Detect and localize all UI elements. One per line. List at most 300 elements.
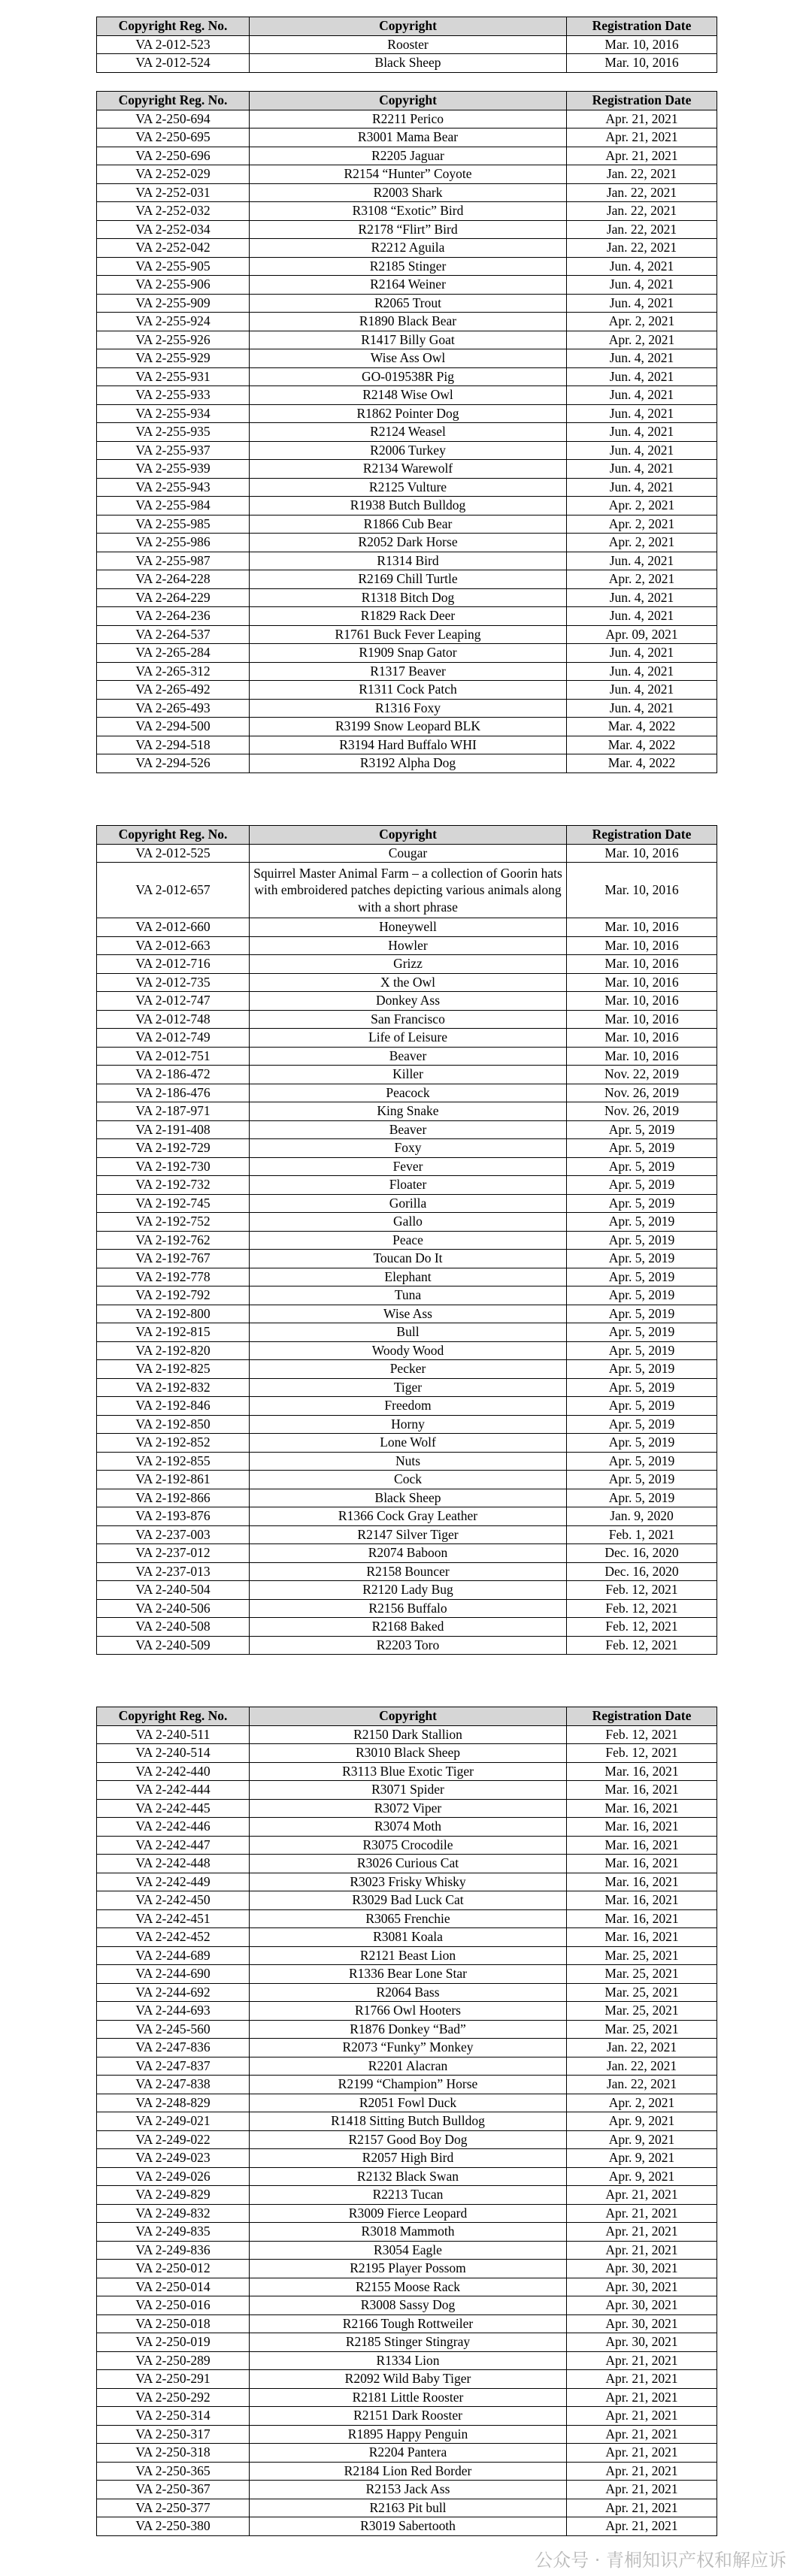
table-header-row <box>97 17 717 36</box>
copyright-cell: R1366 Cock Gray Leather <box>250 1507 567 1526</box>
date-cell: Jun. 4, 2021 <box>567 588 717 607</box>
header-copyright: Copyright <box>250 826 567 845</box>
date-cell: Mar. 25, 2021 <box>567 2002 717 2021</box>
table-row <box>97 1562 717 1581</box>
copyright-cell: R2201 Alacran <box>250 2057 567 2076</box>
table-row <box>97 2260 717 2278</box>
copyright-cell: R3001 Mama Bear <box>250 128 567 147</box>
reg-no-cell: VA 2-250-292 <box>97 2388 250 2407</box>
reg-no-cell: VA 2-264-537 <box>97 625 250 644</box>
date-cell: Apr. 21, 2021 <box>567 2481 717 2499</box>
date-cell: Feb. 12, 2021 <box>567 1599 717 1618</box>
reg-no-cell: VA 2-192-762 <box>97 1231 250 1250</box>
table-row <box>97 2517 717 2536</box>
table-row <box>97 1047 717 1066</box>
copyright-cell: R1829 Rack Deer <box>250 607 567 626</box>
reg-no-cell: VA 2-247-838 <box>97 2076 250 2094</box>
date-cell: Feb. 12, 2021 <box>567 1618 717 1637</box>
date-cell: Mar. 10, 2016 <box>567 54 717 73</box>
copyright-cell: R2148 Wise Owl <box>250 386 567 405</box>
table-row <box>97 1636 717 1655</box>
reg-no-cell: VA 2-255-909 <box>97 294 250 313</box>
reg-no-cell: VA 2-255-939 <box>97 460 250 479</box>
date-cell: Mar. 16, 2021 <box>567 1855 717 1873</box>
copyright-cell: Freedom <box>250 1397 567 1416</box>
copyright-cell: R2057 High Bird <box>250 2149 567 2168</box>
copyright-cell: R2064 Bass <box>250 1983 567 2002</box>
copyright-cell: R2199 “Champion” Horse <box>250 2076 567 2094</box>
table-row <box>97 349 717 368</box>
copyright-cell: Black Sheep <box>250 1489 567 1507</box>
table-row <box>97 2076 717 2094</box>
copyright-cell: R2073 “Funky” Monkey <box>250 2039 567 2057</box>
table-row <box>97 2020 717 2039</box>
table-row <box>97 1286 717 1305</box>
header-copyright: Copyright <box>250 92 567 110</box>
date-cell: Mar. 25, 2021 <box>567 2020 717 2039</box>
table-row <box>97 1725 717 1744</box>
date-cell: Jan. 22, 2021 <box>567 165 717 184</box>
reg-no-cell: VA 2-255-937 <box>97 441 250 460</box>
copyright-cell: R3008 Sassy Dog <box>250 2296 567 2315</box>
table-row <box>97 607 717 626</box>
copyright-cell: R2065 Trout <box>250 294 567 313</box>
reg-no-cell: VA 2-012-716 <box>97 955 250 974</box>
date-cell: Apr. 5, 2019 <box>567 1194 717 1213</box>
copyright-cell: R3072 Viper <box>250 1799 567 1818</box>
date-cell: Mar. 10, 2016 <box>567 973 717 992</box>
date-cell: Apr. 30, 2021 <box>567 2278 717 2296</box>
table-row <box>97 1341 717 1360</box>
copyright-cell: R2154 “Hunter” Coyote <box>250 165 567 184</box>
copyright-cell: Peacock <box>250 1084 567 1102</box>
table-row <box>97 552 717 570</box>
reg-no-cell: VA 2-255-926 <box>97 331 250 349</box>
table-row <box>97 1873 717 1891</box>
copyright-cell: Foxy <box>250 1139 567 1158</box>
reg-no-cell: VA 2-255-906 <box>97 276 250 295</box>
date-cell: Apr. 21, 2021 <box>567 2223 717 2242</box>
copyright-cell: R2166 Tough Rottweiler <box>250 2314 567 2333</box>
table-row <box>97 1250 717 1268</box>
table-row <box>97 2314 717 2333</box>
date-cell: Jan. 22, 2021 <box>567 183 717 202</box>
date-cell: Apr. 5, 2019 <box>567 1397 717 1416</box>
reg-no-cell: VA 2-012-657 <box>97 863 250 918</box>
reg-no-cell: VA 2-192-778 <box>97 1268 250 1286</box>
table-row <box>97 1415 717 1434</box>
copyright-cell: Elephant <box>250 1268 567 1286</box>
table-header-row <box>97 92 717 110</box>
registration-table <box>96 825 717 1655</box>
table-row <box>97 2167 717 2186</box>
date-cell: Apr. 2, 2021 <box>567 497 717 516</box>
table-row <box>97 1452 717 1471</box>
date-cell: Apr. 21, 2021 <box>567 110 717 128</box>
date-cell: Apr. 9, 2021 <box>567 2149 717 2168</box>
table-row <box>97 2112 717 2131</box>
copyright-cell: R3074 Moth <box>250 1818 567 1837</box>
copyright-cell: R3192 Alpha Dog <box>250 754 567 773</box>
date-cell: Apr. 5, 2019 <box>567 1286 717 1305</box>
reg-no-cell: VA 2-255-924 <box>97 313 250 331</box>
copyright-cell: R1766 Owl Hooters <box>250 2002 567 2021</box>
reg-no-cell: VA 2-265-312 <box>97 662 250 681</box>
date-cell: Apr. 5, 2019 <box>567 1452 717 1471</box>
copyright-cell: R1336 Bear Lone Star <box>250 1965 567 1984</box>
copyright-cell: R3019 Sabertooth <box>250 2517 567 2536</box>
reg-no-cell: VA 2-192-832 <box>97 1378 250 1397</box>
date-cell: Apr. 21, 2021 <box>567 2241 717 2260</box>
table-row <box>97 1891 717 1910</box>
reg-no-cell: VA 2-264-236 <box>97 607 250 626</box>
date-cell: Feb. 12, 2021 <box>567 1725 717 1744</box>
reg-no-cell: VA 2-252-042 <box>97 239 250 258</box>
date-cell: Apr. 2, 2021 <box>567 2094 717 2112</box>
date-cell: Apr. 9, 2021 <box>567 2167 717 2186</box>
table-row <box>97 1010 717 1029</box>
reg-no-cell: VA 2-240-509 <box>97 1636 250 1655</box>
date-cell: Apr. 30, 2021 <box>567 2333 717 2352</box>
reg-no-cell: VA 2-250-318 <box>97 2444 250 2463</box>
date-cell: Mar. 10, 2016 <box>567 1047 717 1066</box>
reg-no-cell: VA 2-240-504 <box>97 1581 250 1600</box>
table-row <box>97 844 717 863</box>
date-cell: Mar. 10, 2016 <box>567 955 717 974</box>
reg-no-cell: VA 2-186-472 <box>97 1066 250 1084</box>
reg-no-cell: VA 2-244-690 <box>97 1965 250 1984</box>
table-row <box>97 515 717 534</box>
table-row <box>97 2481 717 2499</box>
reg-no-cell: VA 2-255-934 <box>97 404 250 423</box>
date-cell: Apr. 5, 2019 <box>567 1360 717 1379</box>
date-cell: Jun. 4, 2021 <box>567 607 717 626</box>
reg-no-cell: VA 2-187-971 <box>97 1102 250 1121</box>
date-cell: Nov. 22, 2019 <box>567 1066 717 1084</box>
date-cell: Mar. 10, 2016 <box>567 844 717 863</box>
date-cell: Mar. 16, 2021 <box>567 1799 717 1818</box>
copyright-cell: R2006 Turkey <box>250 441 567 460</box>
table-row <box>97 1618 717 1637</box>
table-row <box>97 699 717 718</box>
reg-no-cell: VA 2-249-832 <box>97 2204 250 2223</box>
copyright-cell: R1311 Cock Patch <box>250 681 567 700</box>
copyright-cell: R2203 Toro <box>250 1636 567 1655</box>
copyright-cell: Black Sheep <box>250 54 567 73</box>
date-cell: Apr. 2, 2021 <box>567 331 717 349</box>
copyright-cell: Pecker <box>250 1360 567 1379</box>
copyright-cell: R3075 Crocodile <box>250 1836 567 1855</box>
date-cell: Apr. 30, 2021 <box>567 2260 717 2278</box>
copyright-cell: Honeywell <box>250 918 567 937</box>
table-row <box>97 1029 717 1048</box>
date-cell: Jun. 4, 2021 <box>567 386 717 405</box>
date-cell: Jun. 4, 2021 <box>567 552 717 570</box>
reg-no-cell: VA 2-250-314 <box>97 2407 250 2426</box>
copyright-cell: R2153 Jack Ass <box>250 2481 567 2499</box>
copyright-cell: R1417 Billy Goat <box>250 331 567 349</box>
reg-no-cell: VA 2-252-034 <box>97 220 250 239</box>
table-row <box>97 1102 717 1121</box>
table-row <box>97 367 717 386</box>
header-copyright: Copyright <box>250 1707 567 1726</box>
date-cell: Mar. 10, 2016 <box>567 1010 717 1029</box>
reg-no-cell: VA 2-264-228 <box>97 570 250 589</box>
reg-no-cell: VA 2-250-291 <box>97 2370 250 2389</box>
reg-no-cell: VA 2-250-365 <box>97 2462 250 2481</box>
reg-no-cell: VA 2-250-695 <box>97 128 250 147</box>
table-row <box>97 276 717 295</box>
reg-no-cell: VA 2-249-023 <box>97 2149 250 2168</box>
copyright-cell: Cock <box>250 1471 567 1489</box>
copyright-cell: Rooster <box>250 35 567 54</box>
table-row <box>97 1599 717 1618</box>
copyright-cell: R2178 “Flirt” Bird <box>250 220 567 239</box>
copyright-cell: R2205 Jaguar <box>250 147 567 165</box>
reg-no-cell: VA 2-237-012 <box>97 1544 250 1563</box>
reg-no-cell: VA 2-242-440 <box>97 1762 250 1781</box>
table-row <box>97 1946 717 1965</box>
reg-no-cell: VA 2-192-820 <box>97 1341 250 1360</box>
reg-no-cell: VA 2-012-748 <box>97 1010 250 1029</box>
date-cell: Mar. 10, 2016 <box>567 936 717 955</box>
reg-no-cell: VA 2-255-905 <box>97 257 250 276</box>
date-cell: Jun. 4, 2021 <box>567 404 717 423</box>
table-row <box>97 2094 717 2112</box>
copyright-cell: R2158 Bouncer <box>250 1562 567 1581</box>
table-row <box>97 35 717 54</box>
table-row <box>97 1268 717 1286</box>
date-cell: Mar. 16, 2021 <box>567 1928 717 1947</box>
date-cell: Jun. 4, 2021 <box>567 367 717 386</box>
copyright-cell: R2074 Baboon <box>250 1544 567 1563</box>
reg-no-cell: VA 2-192-730 <box>97 1157 250 1176</box>
copyright-cell: R3194 Hard Buffalo WHI <box>250 736 567 754</box>
copyright-cell: R3108 “Exotic” Bird <box>250 202 567 221</box>
table-row <box>97 1744 717 1763</box>
table-header-row <box>97 826 717 845</box>
date-cell: Apr. 5, 2019 <box>567 1434 717 1453</box>
copyright-cell: R2134 Warewolf <box>250 460 567 479</box>
header-reg-no: Copyright Reg. No. <box>97 92 250 110</box>
reg-no-cell: VA 2-191-408 <box>97 1120 250 1139</box>
copyright-cell: R2156 Buffalo <box>250 1599 567 1618</box>
reg-no-cell: VA 2-255-935 <box>97 423 250 442</box>
reg-no-cell: VA 2-250-019 <box>97 2333 250 2352</box>
reg-no-cell: VA 2-244-689 <box>97 1946 250 1965</box>
copyright-cell: Gorilla <box>250 1194 567 1213</box>
header-reg-no: Copyright Reg. No. <box>97 826 250 845</box>
date-cell: Nov. 26, 2019 <box>567 1084 717 1102</box>
reg-no-cell: VA 2-192-815 <box>97 1323 250 1342</box>
table-row <box>97 1120 717 1139</box>
date-cell: Apr. 21, 2021 <box>567 2517 717 2536</box>
date-cell: Nov. 26, 2019 <box>567 1102 717 1121</box>
date-cell: Apr. 5, 2019 <box>567 1378 717 1397</box>
table-row <box>97 625 717 644</box>
table-row <box>97 1855 717 1873</box>
reg-no-cell: VA 2-249-022 <box>97 2130 250 2149</box>
table-row <box>97 2241 717 2260</box>
table-row <box>97 2407 717 2426</box>
copyright-cell: R1316 Foxy <box>250 699 567 718</box>
copyright-cell: R1418 Sitting Butch Bulldog <box>250 2112 567 2131</box>
date-cell: Mar. 16, 2021 <box>567 1909 717 1928</box>
date-cell: Apr. 21, 2021 <box>567 2186 717 2205</box>
table-row <box>97 2370 717 2389</box>
table-row <box>97 1176 717 1195</box>
date-cell: Jun. 4, 2021 <box>567 662 717 681</box>
registration-table <box>96 17 717 73</box>
reg-no-cell: VA 2-192-852 <box>97 1434 250 1453</box>
header-registration-date: Registration Date <box>567 92 717 110</box>
copyright-cell: Killer <box>250 1066 567 1084</box>
date-cell: Feb. 12, 2021 <box>567 1581 717 1600</box>
copyright-cell: Toucan Do It <box>250 1250 567 1268</box>
copyright-cell: R1317 Beaver <box>250 662 567 681</box>
date-cell: Mar. 10, 2016 <box>567 35 717 54</box>
reg-no-cell: VA 2-012-525 <box>97 844 250 863</box>
copyright-cell: R2164 Weiner <box>250 276 567 295</box>
reg-no-cell: VA 2-237-013 <box>97 1562 250 1581</box>
copyright-cell: GO-019538R Pig <box>250 367 567 386</box>
date-cell: Mar. 4, 2022 <box>567 736 717 754</box>
reg-no-cell: VA 2-250-014 <box>97 2278 250 2296</box>
copyright-cell: R3018 Mammoth <box>250 2223 567 2242</box>
reg-no-cell: VA 2-248-829 <box>97 2094 250 2112</box>
reg-no-cell: VA 2-255-985 <box>97 515 250 534</box>
table-row <box>97 2002 717 2021</box>
table-row <box>97 588 717 607</box>
table-row <box>97 239 717 258</box>
table-row <box>97 2278 717 2296</box>
copyright-cell: R3065 Frenchie <box>250 1909 567 1928</box>
date-cell: Apr. 21, 2021 <box>567 2407 717 2426</box>
date-cell: Mar. 16, 2021 <box>567 1781 717 1800</box>
date-cell: Mar. 16, 2021 <box>567 1891 717 1910</box>
copyright-cell: R2121 Beast Lion <box>250 1946 567 1965</box>
copyright-cell: Peace <box>250 1231 567 1250</box>
date-cell: Apr. 5, 2019 <box>567 1471 717 1489</box>
date-cell: Mar. 4, 2022 <box>567 718 717 736</box>
reg-no-cell: VA 2-250-317 <box>97 2425 250 2444</box>
reg-no-cell: VA 2-255-987 <box>97 552 250 570</box>
copyright-cell: R2213 Tucan <box>250 2186 567 2205</box>
table-row <box>97 2186 717 2205</box>
copyright-cell: R2120 Lady Bug <box>250 1581 567 1600</box>
date-cell: Jun. 4, 2021 <box>567 423 717 442</box>
reg-no-cell: VA 2-012-747 <box>97 992 250 1011</box>
copyright-cell: R2211 Perico <box>250 110 567 128</box>
reg-no-cell: VA 2-242-446 <box>97 1818 250 1837</box>
date-cell: Apr. 21, 2021 <box>567 2425 717 2444</box>
table-row <box>97 165 717 184</box>
reg-no-cell: VA 2-249-021 <box>97 2112 250 2131</box>
copyright-cell: R1895 Happy Penguin <box>250 2425 567 2444</box>
copyright-cell: R1909 Snap Gator <box>250 644 567 663</box>
table-row <box>97 2223 717 2242</box>
table-row <box>97 1489 717 1507</box>
table-row <box>97 534 717 552</box>
reg-no-cell: VA 2-240-514 <box>97 1744 250 1763</box>
copyright-cell: R1318 Bitch Dog <box>250 588 567 607</box>
copyright-cell: R2195 Player Possom <box>250 2260 567 2278</box>
reg-no-cell: VA 2-192-792 <box>97 1286 250 1305</box>
reg-no-cell: VA 2-186-476 <box>97 1084 250 1102</box>
reg-no-cell: VA 2-242-445 <box>97 1799 250 1818</box>
table-row <box>97 1194 717 1213</box>
table-row <box>97 1231 717 1250</box>
table-row <box>97 1799 717 1818</box>
header-registration-date: Registration Date <box>567 826 717 845</box>
date-cell: Mar. 10, 2016 <box>567 863 717 918</box>
reg-no-cell: VA 2-250-016 <box>97 2296 250 2315</box>
copyright-cell: R3199 Snow Leopard BLK <box>250 718 567 736</box>
table-row <box>97 183 717 202</box>
copyright-cell: Wise Ass <box>250 1305 567 1323</box>
reg-no-cell: VA 2-255-931 <box>97 367 250 386</box>
reg-no-cell: VA 2-250-377 <box>97 2499 250 2517</box>
reg-no-cell: VA 2-012-663 <box>97 936 250 955</box>
date-cell: Jun. 4, 2021 <box>567 699 717 718</box>
table-row <box>97 1928 717 1947</box>
table-row <box>97 936 717 955</box>
reg-no-cell: VA 2-193-876 <box>97 1507 250 1526</box>
copyright-cell: R2185 Stinger <box>250 257 567 276</box>
table-row <box>97 2057 717 2076</box>
table-row <box>97 1434 717 1453</box>
table-row <box>97 202 717 221</box>
table-row <box>97 54 717 73</box>
date-cell: Apr. 21, 2021 <box>567 2462 717 2481</box>
reg-no-cell: VA 2-242-452 <box>97 1928 250 1947</box>
date-cell: Jan. 22, 2021 <box>567 2076 717 2094</box>
table-row <box>97 681 717 700</box>
reg-no-cell: VA 2-192-800 <box>97 1305 250 1323</box>
copyright-cell: R1890 Black Bear <box>250 313 567 331</box>
copyright-cell: R2132 Black Swan <box>250 2167 567 2186</box>
reg-no-cell: VA 2-294-526 <box>97 754 250 773</box>
copyright-cell: Grizz <box>250 955 567 974</box>
table-row <box>97 736 717 754</box>
date-cell: Apr. 2, 2021 <box>567 313 717 331</box>
date-cell: Jan. 22, 2021 <box>567 220 717 239</box>
table-row <box>97 1965 717 1984</box>
copyright-cell: R2155 Moose Rack <box>250 2278 567 2296</box>
reg-no-cell: VA 2-250-367 <box>97 2481 250 2499</box>
reg-no-cell: VA 2-249-836 <box>97 2241 250 2260</box>
date-cell: Apr. 5, 2019 <box>567 1305 717 1323</box>
date-cell: Jun. 4, 2021 <box>567 460 717 479</box>
date-cell: Mar. 10, 2016 <box>567 992 717 1011</box>
date-cell: Jun. 4, 2021 <box>567 478 717 497</box>
table-row <box>97 460 717 479</box>
reg-no-cell: VA 2-249-829 <box>97 2186 250 2205</box>
table-row <box>97 1507 717 1526</box>
reg-no-cell: VA 2-265-493 <box>97 699 250 718</box>
date-cell: Apr. 21, 2021 <box>567 2388 717 2407</box>
reg-no-cell: VA 2-240-506 <box>97 1599 250 1618</box>
copyright-cell: R2051 Fowl Duck <box>250 2094 567 2112</box>
reg-no-cell: VA 2-192-729 <box>97 1139 250 1158</box>
table-row <box>97 1781 717 1800</box>
date-cell: Mar. 10, 2016 <box>567 918 717 937</box>
table-row <box>97 1084 717 1102</box>
copyright-cell: R1938 Butch Bulldog <box>250 497 567 516</box>
table-row <box>97 1213 717 1232</box>
table-row <box>97 2039 717 2057</box>
date-cell: Apr. 21, 2021 <box>567 2370 717 2389</box>
